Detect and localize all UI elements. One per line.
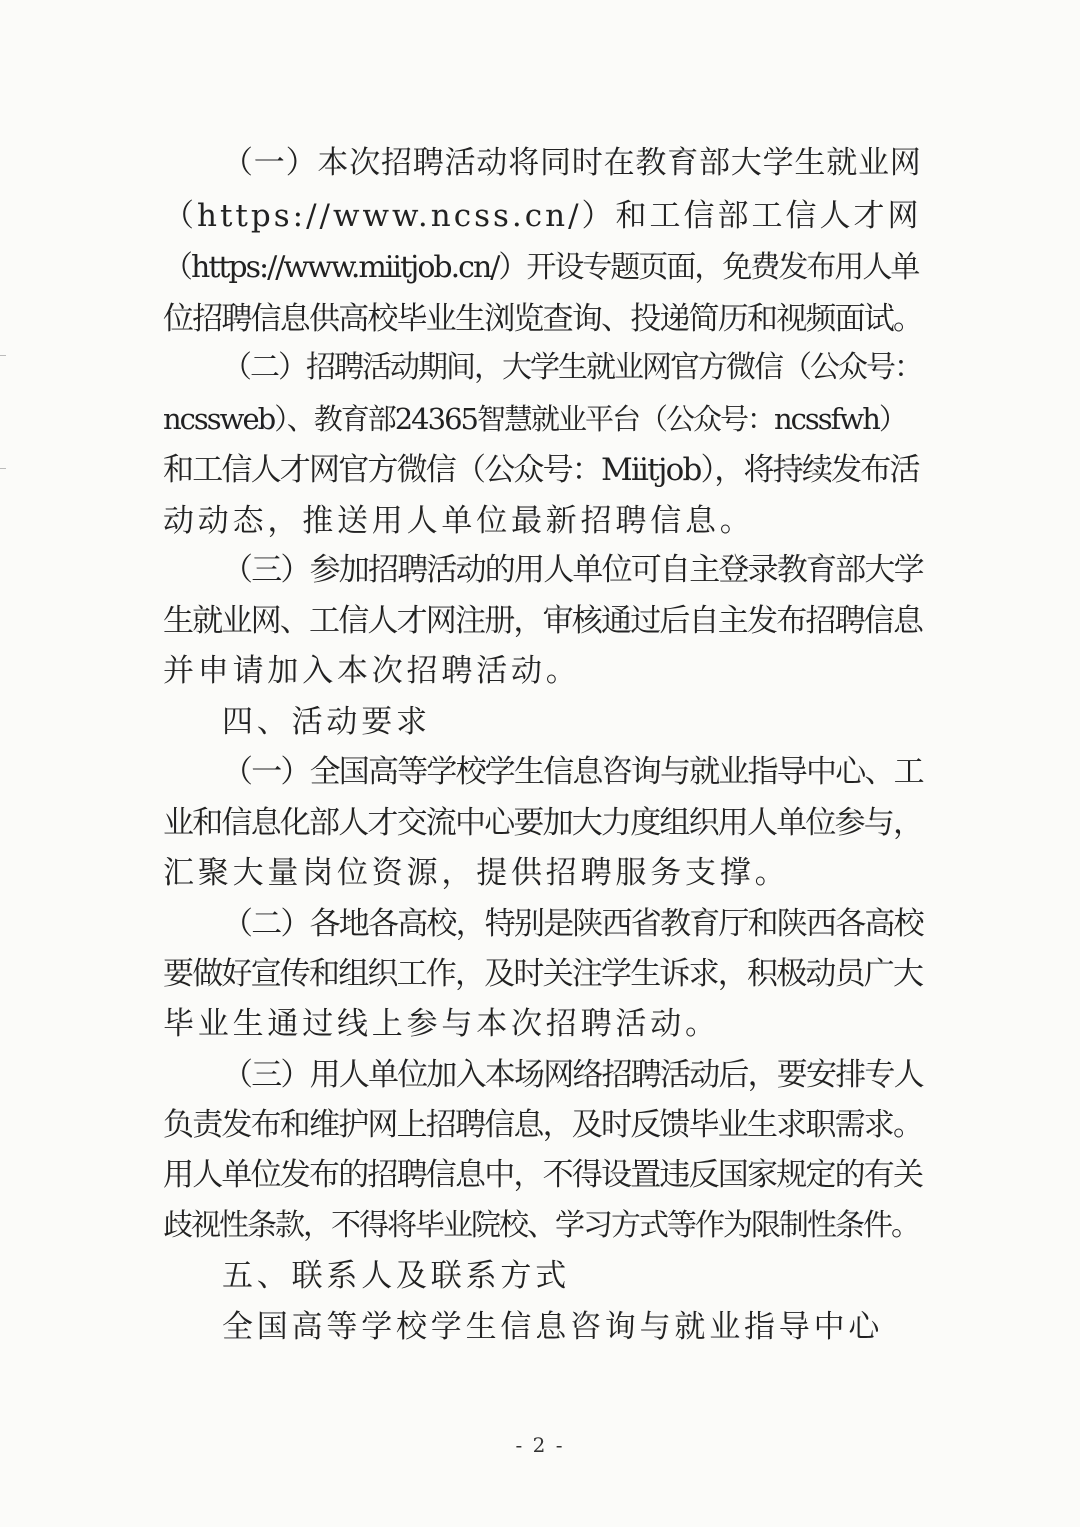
paragraph-line: ncssweb）、教育部24365智慧就业平台（公众号：ncssfwh） xyxy=(163,402,906,436)
paragraph-line: 要做好宣传和组织工作，及时关注学生诉求，积极动员广大 xyxy=(163,956,923,992)
paragraph-line: 毕业生通过线上参与本次招聘活动。 xyxy=(163,1006,720,1042)
paragraph-line: （https://www.ncss.cn/）和工信部工信人才网 xyxy=(163,198,922,234)
paragraph-line: 并申请加入本次招聘活动。 xyxy=(163,653,581,689)
paragraph-line: （三）参加招聘活动的用人单位可自主登录教育部大学 xyxy=(222,552,923,588)
paragraph-line: 用人单位发布的招聘信息中，不得设置违反国家规定的有关 xyxy=(163,1157,923,1193)
paragraph-line: （二）招聘活动期间，大学生就业网官方微信（公众号： xyxy=(222,350,922,385)
scan-edge-mark xyxy=(0,355,6,356)
paragraph-line: （https://www.miitjob.cn/）开设专题页面，免费发布用人单 xyxy=(163,250,919,285)
paragraph-line: 和工信人才网官方微信（公众号：Miitjob），将持续发布活 xyxy=(163,452,919,488)
paragraph-line: 生就业网、工信人才网注册，审核通过后自主发布招聘信息 xyxy=(163,603,923,639)
paragraph-line: 位招聘信息供高校毕业生浏览查询、投递简历和视频面试。 xyxy=(163,301,923,337)
paragraph-line: （二）各地各高校，特别是陕西省教育厅和陕西各高校 xyxy=(222,906,923,942)
paragraph-line: （一）本次招聘活动将同时在教育部大学生就业网 xyxy=(222,145,922,181)
section-heading: 五、联系人及联系方式 xyxy=(222,1258,570,1294)
paragraph-line: 全国高等学校学生信息咨询与就业指导中心 xyxy=(222,1309,884,1345)
paragraph-line: （三）用人单位加入本场网络招聘活动后，要安排专人 xyxy=(222,1057,923,1093)
paragraph-line: 业和信息化部人才交流中心要加大力度组织用人单位参与， xyxy=(163,805,923,841)
paragraph-line: 动动态，推送用人单位最新招聘信息。 xyxy=(163,503,755,539)
paragraph-line: 负责发布和维护网上招聘信息，及时反馈毕业生求职需求。 xyxy=(163,1107,923,1143)
paragraph-line: （一）全国高等学校学生信息咨询与就业指导中心、工 xyxy=(222,754,923,790)
paragraph-line: 歧视性条款，不得将毕业院校、学习方式等作为限制性条件。 xyxy=(163,1208,919,1243)
scan-edge-mark xyxy=(0,468,6,469)
page-number: - 2 - xyxy=(515,1433,565,1457)
paragraph-line: 汇聚大量岗位资源，提供招聘服务支撑。 xyxy=(163,855,790,891)
section-heading: 四、活动要求 xyxy=(222,704,431,740)
